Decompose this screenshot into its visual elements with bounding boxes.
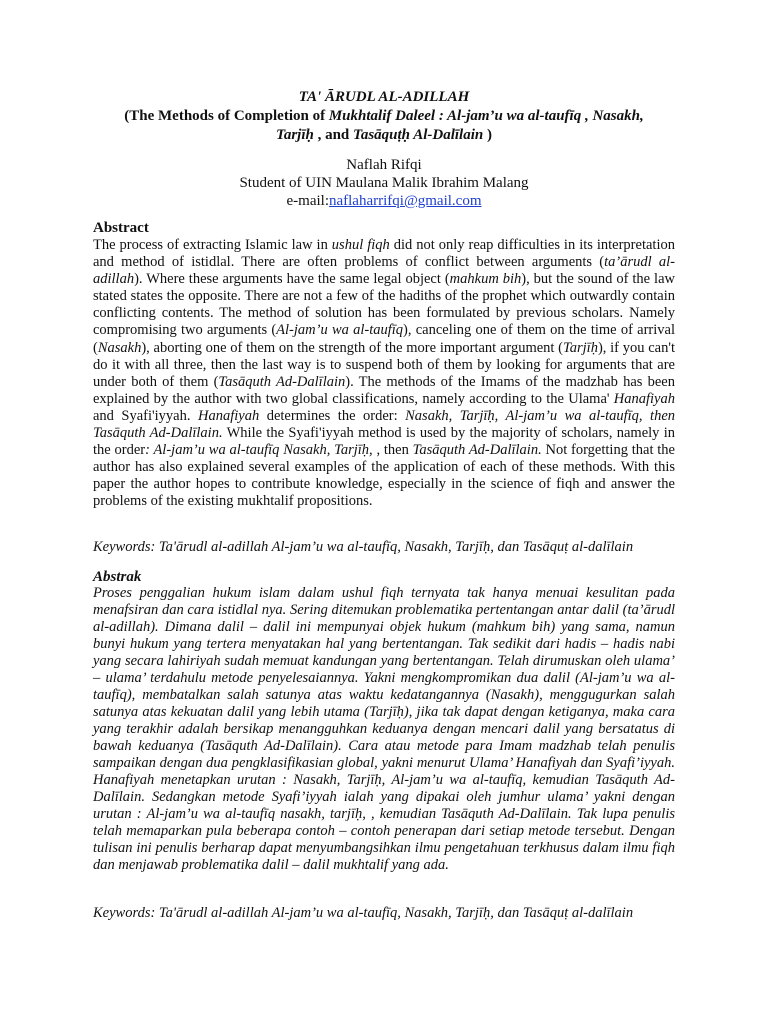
abstract-text: ). The methods of the Imams of the madzhab has been explained by the author with two global classifications, namely according to the Ulama' <box>93 373 675 407</box>
abstract-term: : Al-jam’u wa al-taufīq Nasakh, Tarjīḥ, <box>145 442 377 459</box>
abstract-term: Hanafiyah <box>197 407 260 424</box>
abstract-text: The process of extracting Islamic law in <box>93 237 332 253</box>
abstract-body <box>93 237 675 511</box>
title-line-3 <box>90 126 678 145</box>
abstract-text: ), canceling one of them on the time of arrival ( <box>93 322 675 356</box>
abstract-term: Al-jam’u wa al-taufīq <box>276 322 404 339</box>
abstract-term: Nasakh, Tarjīḥ, Al-jam’u wa al-taufīq, then Tasāquth Ad-Dalīlain. <box>93 407 676 442</box>
abstract-text: Not forgetting that the author has also explained several examples of the application of each of these methods. With this paper the author hopes to contribute knowledge, especially in the science of fiqh and answer the problems of the existing mukhtalif propositions. <box>93 442 675 510</box>
abstract-term: Tasāquth Ad-Dalīlain <box>218 373 346 390</box>
keywords-english: Keywords: Ta'ārudl al-adillah Al-jam’u wa al-taufīq, Nasakh, Tarjīḥ, dan Tasāquṭ al-dalīlain <box>93 539 634 555</box>
abstract-term: Hanafiyah <box>613 390 675 407</box>
title-line-1: TA' ĀRUDL AL-ADILLAH <box>298 89 470 105</box>
title-line-3-italic-a: Tarjīḥ <box>276 127 314 143</box>
title-line-3-suffix: ) <box>483 127 492 143</box>
abstract-text: ), aborting one of them on the strength of the more important argument ( <box>141 339 564 356</box>
title-line-3-italic-b: Tasāquṭḥ Al-Dalīlain <box>353 127 484 143</box>
title-line-2-prefix: (The Methods of Completion of <box>124 108 329 124</box>
abstract-text: and Syafi'iyyah. <box>93 407 198 424</box>
paper-title <box>90 88 678 145</box>
author-email-line <box>90 192 678 210</box>
abstract-term: mahkum bih <box>449 271 522 288</box>
abstract-term: Tarjīḥ <box>563 339 598 356</box>
email-label: e-mail: <box>286 193 329 209</box>
abstract-text: While the Syafi'iyyah method is used by the majority of scholars, namely in the order <box>93 425 676 459</box>
title-line-2 <box>90 107 678 126</box>
abstract-text: determines the order: <box>259 407 406 424</box>
keywords-indonesian: Keywords: Ta'ārudl al-adillah Al-jam’u wa al-taufīq, Nasakh, Tarjīḥ, dan Tasāquṭ al-dalīlain <box>93 905 634 921</box>
abstract-heading: Abstract <box>93 220 149 236</box>
title-line-2-italic: Mukhtalif Daleel : Al-jam’u wa al-taufīq , Nasakh, <box>328 108 644 124</box>
author-block <box>90 156 678 210</box>
title-line-3-mid: , and <box>313 127 354 143</box>
abstract-text: ), if you can't do it with all three, then the last way is to suspend both of them by looking for arguments that are under both of them ( <box>93 339 676 390</box>
abstract-term: Tasāquth Ad-Dalīlain. <box>412 442 542 459</box>
email-link[interactable]: naflaharrifqi@gmail.com <box>328 193 482 209</box>
abstrak-body: Proses penggalian hukum islam dalam ushul fiqh ternyata tak hanya menuai kesulitan pada menafsiran dan cara istidlal nya. Sering ditemukan problematika pertentangan antar dalil (ta’ārudl al-adillah). Dimana dalil – dalil ini mempunyai objek hukum (mahkum bih) yang sama, namun bunyi hukum yang tertera menyatakan hal yang bertentangan. Tak sedikit dari hadis – hadis nabi yang secara lahiriyah sudah memuat kandungan yang bertentangan. Telah dirumuskan oleh ulama’ – ulama’ terdahulu metode penyelesaiannya. Yakni mengkompromikan dua dalil (Al-jam’u wa al-taufīq), membatalkan salah satunya atas waktu kedatangannya (Nasakh), menggugurkan salah satunya atas kekuatan dalil yang lebih utama (Tarjīḥ), jika tak dapat dengan ketiganya, maka cara yang terakhir adalah bersikap menangguhkan keduanya dengan mencari dalil yang bersatatus di bawah keduanya (Tasāquth Ad-Dalīlain). Cara atau metode para Imam madzhab telah penulis sampaikan dengan dua pengklasifikasian global, yakni menurut Ulama’ Hanafiyah dan Syafi’iyyah. Hanafiyah menetapkan urutan : Nasakh, Tarjīḥ, Al-jam’u wa al-taufīq, kemudian Tasāquth Ad-Dalīlain. Sedangkan metode Syafi’iyyah ialah yang dipakai oleh jumhur ulama’ yakni dengan urutan : Al-jam’u wa al-taufīq nasakh, tarjīḥ, , kemudian Tasāquth Ad-Dalīlain. Tak lupa penulis telah memaparkan pula beberapa contoh – contoh penerapan dari setiap metode tersebut. Dengan tulisan ini penulis berharap dapat menyumbangsihkan ilmu pengetahuan terkhusus dalam ilmu fiqh dan menjawab problematika dalil – dalil mukhtalif yang ada. <box>93 585 675 873</box>
abstract-text: did not only reap difficulties in its interpretation and method of istidlal. There are often problems of conflict between arguments ( <box>93 237 675 271</box>
abstrak-heading: Abstrak <box>93 569 142 585</box>
abstract-text: ). Where these arguments have the same legal object ( <box>134 271 450 288</box>
abstract-text: ), but the sound of the law stated states the opposite. There are not a few of the hadiths of the prophet which outwardly contain conflicting contents. The method of solution has been formulated by previous scholars. Namely compromising two arguments ( <box>93 271 675 339</box>
author-affiliation: Student of UIN Maulana Malik Ibrahim Malang <box>239 175 529 191</box>
author-name: Naflah Rifqi <box>346 157 422 173</box>
abstract-text: , then <box>376 442 413 459</box>
abstract-term: ta’ārudl al-adillah <box>93 254 675 288</box>
abstract-term: Nasakh <box>97 339 142 356</box>
abstract-term: ushul fiqh <box>331 237 390 253</box>
